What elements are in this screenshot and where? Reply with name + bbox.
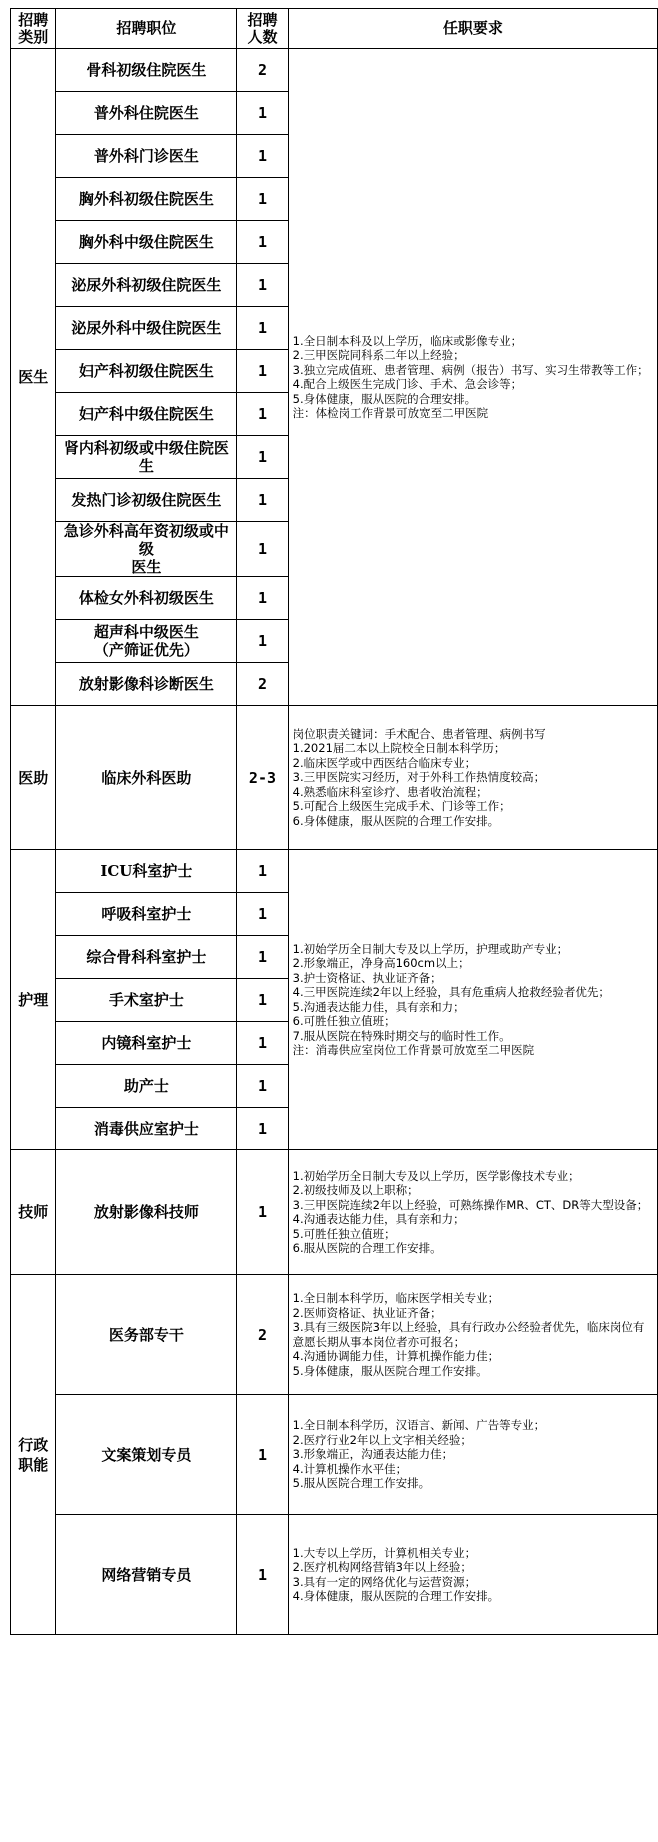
requirements-cell xyxy=(288,1395,657,1515)
count-cell: 1 xyxy=(237,221,288,264)
requirement-line: 5.身体健康，服从医院合理工作安排。 xyxy=(292,1363,488,1378)
count-cell: 1 xyxy=(237,577,288,620)
requirement-line: 3.形象端正，沟通表达能力佳； xyxy=(292,1447,454,1462)
count-cell: 1 xyxy=(237,264,288,307)
requirement-line: 注：消毒供应室岗位工作背景可放宽至二甲医院 xyxy=(292,1043,535,1057)
requirement-line: 3.三甲医院连续2年以上经验，可熟练操作MR、CT、DR等大型设备； xyxy=(292,1197,649,1212)
count-cell: 1 xyxy=(237,1108,288,1150)
requirement-line: 3.护士资格证、执业证齐备； xyxy=(292,970,442,985)
header-count: 招聘 人数 xyxy=(237,9,288,49)
requirement-line: 1.全日制本科学历，汉语言、新闻、广告等专业； xyxy=(292,1418,546,1433)
table-row xyxy=(11,1275,658,1395)
position-cell: 体检女外科初级医生 xyxy=(56,577,237,620)
requirement-line: 6.可胜任独立值班； xyxy=(292,1014,396,1028)
requirement-line: 5.可配合上级医生完成手术、门诊等工作； xyxy=(292,799,511,814)
table-row xyxy=(11,850,658,893)
requirements-cell xyxy=(288,706,657,850)
count-cell: 1 xyxy=(237,620,288,663)
requirement-line: 5.沟通表达能力佳，具有亲和力； xyxy=(292,999,465,1014)
position-cell: 临床外科医助 xyxy=(56,706,237,850)
requirement-line: 2.医师资格证、执业证齐备； xyxy=(292,1305,442,1320)
count-cell: 1 xyxy=(237,1150,288,1275)
position-cell: 胸外科中级住院医生 xyxy=(56,221,237,264)
position-cell: 内镜科室护士 xyxy=(56,1022,237,1065)
category-cell: 医助 xyxy=(11,706,56,850)
requirement-line: 注：体检岗工作背景可放宽至二甲医院 xyxy=(292,406,489,420)
position-cell: 普外科门诊医生 xyxy=(56,135,237,178)
count-cell: 1 xyxy=(237,92,288,135)
category-cell: 行政 职能 xyxy=(11,1275,56,1635)
position-cell: 综合骨科科室护士 xyxy=(56,936,237,979)
position-cell: 放射影像科技师 xyxy=(56,1150,237,1275)
position-cell: 妇产科中级住院医生 xyxy=(56,393,237,436)
header-category: 招聘 类别 xyxy=(11,9,56,49)
requirement-line: 2.形象端正，净身高160cm以上； xyxy=(292,956,470,970)
position-cell: 超声科中级医生 （产筛证优先） xyxy=(56,620,237,663)
count-cell: 2-3 xyxy=(237,706,288,850)
requirements-cell xyxy=(288,850,657,1150)
requirement-line: 1.全日制本科及以上学历，临床或影像专业； xyxy=(292,333,523,348)
requirement-line: 3.具有三级医院3年以上经验，具有行政办公经验者优先，临床岗位有意愿长期从事本岗位者亦可报名； xyxy=(292,1320,645,1349)
requirement-line: 6.服从医院的合理工作安排。 xyxy=(292,1241,442,1255)
position-cell: 妇产科初级住院医生 xyxy=(56,350,237,393)
count-cell: 1 xyxy=(237,307,288,350)
count-cell: 1 xyxy=(237,350,288,393)
position-cell: 助产士 xyxy=(56,1065,237,1108)
position-cell: 医务部专干 xyxy=(56,1275,237,1395)
count-cell: 1 xyxy=(237,393,288,436)
count-cell: 1 xyxy=(237,1022,288,1065)
position-cell: 普外科住院医生 xyxy=(56,92,237,135)
count-cell: 1 xyxy=(237,850,288,893)
requirements-cell xyxy=(288,1150,657,1275)
position-cell: ICU科室护士 xyxy=(56,850,237,893)
requirement-line: 4.沟通表达能力佳，具有亲和力； xyxy=(292,1212,465,1226)
requirement-line: 7.服从医院在特殊时期交与的临时性工作。 xyxy=(292,1028,511,1043)
count-cell: 2 xyxy=(237,49,288,92)
category-cell: 技师 xyxy=(11,1150,56,1275)
requirement-line: 2.医疗行业2年以上文字相关经验； xyxy=(292,1432,472,1447)
requirements-cell xyxy=(288,49,657,706)
requirement-line: 2.三甲医院同科系二年以上经验； xyxy=(292,348,465,362)
position-cell: 急诊外科高年资初级或中级 医生 xyxy=(56,522,237,577)
requirement-line: 3.三甲医院实习经历，对于外科工作热情度较高； xyxy=(292,770,546,785)
requirement-line: 1.全日制本科学历，临床医学相关专业； xyxy=(292,1291,500,1305)
position-cell: 泌尿外科中级住院医生 xyxy=(56,307,237,350)
requirement-line: 3.具有一定的网络优化与运营资源； xyxy=(292,1574,477,1589)
position-cell: 泌尿外科初级住院医生 xyxy=(56,264,237,307)
header-requirements: 任职要求 xyxy=(288,9,657,49)
table-row xyxy=(11,706,658,850)
count-cell: 1 xyxy=(237,522,288,577)
count-cell: 1 xyxy=(237,436,288,479)
requirement-line: 6.身体健康，服从医院的合理工作安排。 xyxy=(292,813,500,828)
requirement-line: 2.临床医学或中西医结合临床专业； xyxy=(292,755,477,770)
count-cell: 1 xyxy=(237,1515,288,1635)
category-cell: 医生 xyxy=(11,49,56,706)
requirement-line: 1.初始学历全日制大专及以上学历，护理或助产专业； xyxy=(292,941,569,956)
category-cell: 护理 xyxy=(11,850,56,1150)
count-cell: 1 xyxy=(237,893,288,936)
requirement-line: 1.大专以上学历，计算机相关专业； xyxy=(292,1545,477,1560)
count-cell: 1 xyxy=(237,479,288,522)
table-row xyxy=(11,49,658,92)
position-cell: 文案策划专员 xyxy=(56,1395,237,1515)
recruitment-table xyxy=(10,8,658,1635)
table-row xyxy=(11,1515,658,1635)
requirement-line: 4.沟通协调能力佳，计算机操作能力佳； xyxy=(292,1349,500,1363)
requirement-line: 2.医疗机构网络营销3年以上经验； xyxy=(292,1560,472,1574)
count-cell: 1 xyxy=(237,135,288,178)
position-cell: 网络营销专员 xyxy=(56,1515,237,1635)
table-row xyxy=(11,1150,658,1275)
requirements-cell xyxy=(288,1275,657,1395)
position-cell: 肾内科初级或中级住院医生 xyxy=(56,436,237,479)
requirement-line: 5.身体健康，服从医院的合理安排。 xyxy=(292,391,477,406)
count-cell: 1 xyxy=(237,936,288,979)
position-cell: 消毒供应室护士 xyxy=(56,1108,237,1150)
requirement-line: 3.独立完成值班、患者管理、病例（报告）书写、实习生带教等工作； xyxy=(292,362,649,377)
requirements-cell xyxy=(288,1515,657,1635)
position-cell: 放射影像科诊断医生 xyxy=(56,663,237,706)
requirement-line: 4.熟悉临床科室诊疗、患者收治流程； xyxy=(292,784,488,799)
requirement-line: 4.配合上级医生完成门诊、手术、急会诊等； xyxy=(292,377,523,391)
count-cell: 1 xyxy=(237,1395,288,1515)
requirement-line: 2.初级技师及以上职称； xyxy=(292,1183,419,1197)
position-cell: 骨科初级住院医生 xyxy=(56,49,237,92)
position-cell: 呼吸科室护士 xyxy=(56,893,237,936)
count-cell: 2 xyxy=(237,1275,288,1395)
requirement-line: 5.可胜任独立值班； xyxy=(292,1226,396,1241)
position-cell: 发热门诊初级住院医生 xyxy=(56,479,237,522)
requirement-line: 4.三甲医院连续2年以上经验，具有危重病人抢救经验者优先； xyxy=(292,985,610,999)
count-cell: 2 xyxy=(237,663,288,706)
header-position: 招聘职位 xyxy=(56,9,237,49)
requirement-line: 1.初始学历全日制大专及以上学历，医学影像技术专业； xyxy=(292,1168,580,1183)
count-cell: 1 xyxy=(237,979,288,1022)
count-cell: 1 xyxy=(237,1065,288,1108)
requirement-line: 5.服从医院合理工作安排。 xyxy=(292,1476,431,1491)
requirement-line: 4.身体健康，服从医院的合理工作安排。 xyxy=(292,1589,500,1603)
requirement-line: 岗位职责关键词：手术配合、患者管理、病例书写 xyxy=(292,726,546,741)
table-row xyxy=(11,1395,658,1515)
requirement-line: 4.计算机操作水平佳； xyxy=(292,1461,408,1476)
position-cell: 胸外科初级住院医生 xyxy=(56,178,237,221)
requirement-line: 1.2021届二本以上院校全日制本科学历； xyxy=(292,741,506,756)
position-cell: 手术室护士 xyxy=(56,979,237,1022)
count-cell: 1 xyxy=(237,178,288,221)
table-header-row xyxy=(11,9,658,49)
